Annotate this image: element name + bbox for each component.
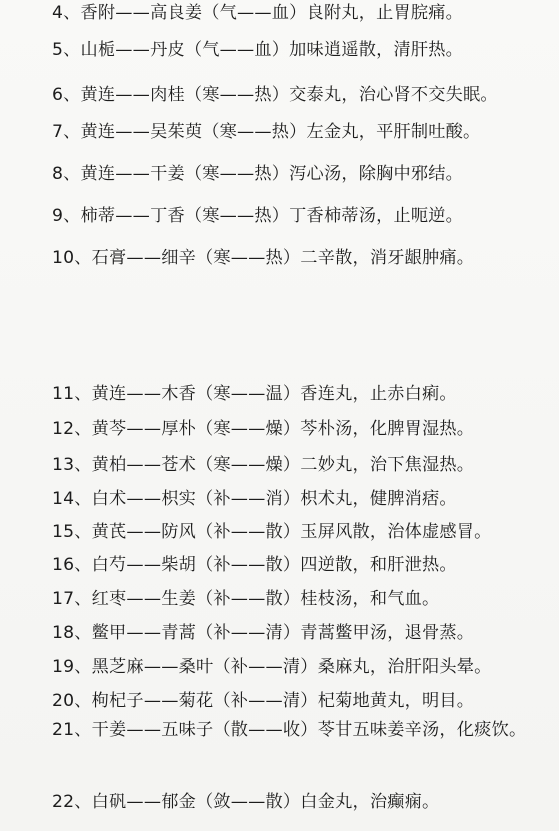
list-item: 16、白芍——柴胡（补——散）四逆散，和肝泄热。 — [52, 555, 457, 575]
list-item: 7、黄连——吴茱萸（寒——热）左金丸，平肝制吐酸。 — [52, 122, 481, 142]
list-item: 11、黄连——木香（寒——温）香连丸，止赤白痢。 — [52, 384, 457, 404]
list-item: 5、山栀——丹皮（气——血）加味逍遥散，清肝热。 — [52, 40, 464, 60]
list-item: 20、枸杞子——菊花（补——清）杞菊地黄丸，明目。 — [52, 691, 475, 711]
list-item: 18、鳖甲——青蒿（补——清）青蒿鳖甲汤，退骨蒸。 — [52, 623, 475, 643]
list-item: 12、黄芩——厚朴（寒——燥）芩朴汤，化脾胃湿热。 — [52, 419, 475, 439]
list-item: 19、黑芝麻——桑叶（补——清）桑麻丸，治肝阳头晕。 — [52, 657, 492, 677]
list-item: 15、黄芪——防风（补——散）玉屏风散，治体虚感冒。 — [52, 522, 492, 542]
list-item: 13、黄柏——苍术（寒——燥）二妙丸，治下焦湿热。 — [52, 455, 475, 475]
list-item: 8、黄连——干姜（寒——热）泻心汤，除胸中邪结。 — [52, 164, 464, 184]
list-item: 10、石膏——细辛（寒——热）二辛散，消牙龈肿痛。 — [52, 248, 475, 268]
list-item: 6、黄连——肉桂（寒——热）交泰丸，治心肾不交失眠。 — [52, 85, 498, 105]
list-item: 14、白术——枳实（补——消）枳术丸，健脾消痞。 — [52, 489, 457, 509]
list-item: 9、柿蒂——丁香（寒——热）丁香柿蒂汤，止呃逆。 — [52, 206, 464, 226]
list-item: 17、红枣——生姜（补——散）桂枝汤，和气血。 — [52, 589, 440, 609]
list-item: 21、干姜——五味子（散——收）苓甘五味姜辛汤，化痰饮。 — [52, 720, 527, 740]
list-item: 4、香附——高良姜（气——血）良附丸，止胃脘痛。 — [52, 3, 464, 23]
list-item: 22、白矾——郁金（敛——散）白金丸，治癫痫。 — [52, 792, 440, 812]
